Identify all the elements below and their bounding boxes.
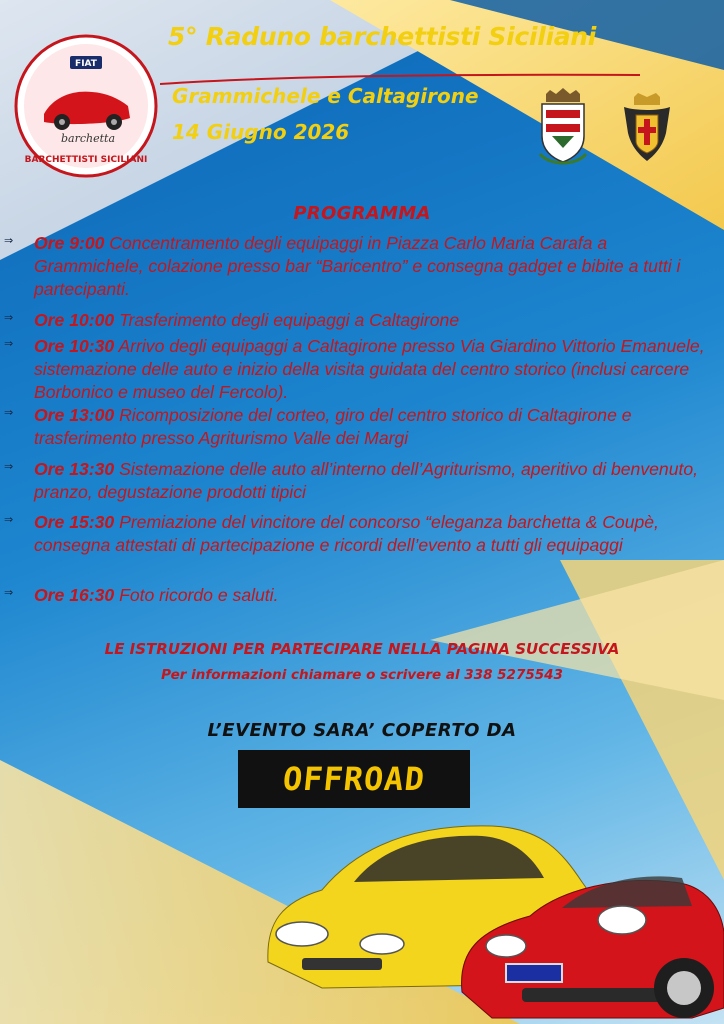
- arrow-bullet-icon: ⇒: [4, 460, 14, 473]
- schedule-time: Ore 13:00: [34, 405, 115, 425]
- schedule-description: Trasferimento degli equipaggi a Caltagirone: [114, 310, 460, 330]
- logo-model-text: barchetta: [60, 132, 116, 145]
- logo-brand-text: FIAT: [75, 59, 97, 69]
- arrow-bullet-icon: ⇒: [4, 586, 14, 599]
- arrow-bullet-icon: ⇒: [4, 234, 14, 247]
- barchettisti-logo: [14, 34, 158, 178]
- arrow-bullet-icon: ⇒: [4, 337, 14, 350]
- arrow-bullet-icon: ⇒: [4, 311, 14, 324]
- schedule-description: Foto ricordo e saluti.: [114, 585, 279, 605]
- schedule-description: Premiazione del vincitore del concorso “eleganza barchetta & Coupè, consegna attestati di partecipazione e ricordi dell’evento a tutti gli equipaggi: [34, 512, 659, 555]
- schedule-time: Ore 10:00: [34, 310, 115, 330]
- program-heading: PROGRAMMA: [293, 203, 431, 224]
- instructions-notice: LE ISTRUZIONI PER PARTECIPARE NELLA PAGINA SUCCESSIVA: [104, 640, 620, 658]
- arrow-bullet-icon: ⇒: [4, 406, 14, 419]
- arrow-bullet-icon: ⇒: [4, 513, 14, 526]
- schedule-description: Concentramento degli equipaggi in Piazza Carlo Maria Carafa a Grammichele, colazione presso bar “Baricentro” e consegna gadget e bibite a tutti i partecipanti.: [34, 233, 681, 299]
- schedule-description: Ricomposizione del corteo, giro del centro storico di Caltagirone e trasferimento presso Agriturismo Valle dei Margi: [34, 405, 632, 448]
- schedule-description: Arrivo degli equipaggi a Caltagirone presso Via Giardino Vittorio Emanuele, sistemazione delle auto e inizio della visita guidata del centro storico (inclusi carcere Borbonico e museo del Fercolo).: [34, 336, 705, 402]
- schedule-time: Ore 15:30: [34, 512, 115, 532]
- schedule-description: Sistemazione delle auto all’interno dell’Agriturismo, aperitivo di benvenuto, pranzo, degustazione prodotti tipici: [34, 459, 699, 502]
- grammichele-crest-icon: [536, 88, 590, 168]
- schedule-time: Ore 9:00: [34, 233, 105, 253]
- event-date: 14 Giugno 2026: [172, 120, 350, 144]
- page-title: 5° Raduno barchettisti Siciliani: [168, 22, 597, 51]
- schedule-time: Ore 10:30: [34, 336, 115, 356]
- contact-info: Per informazioni chiamare o scrivere al 338 5275543: [161, 667, 563, 683]
- car-illustration: [262, 812, 724, 1024]
- logo-club-text: BARCHETTISTI SICILIANI: [24, 155, 148, 165]
- offroad-sponsor-logo: [238, 750, 470, 808]
- event-location: Grammichele e Caltagirone: [172, 84, 479, 108]
- coverage-notice: L’EVENTO SARA’ COPERTO DA: [207, 720, 517, 741]
- caltagirone-crest-icon: [622, 93, 672, 165]
- schedule-time: Ore 13:30: [34, 459, 115, 479]
- schedule-time: Ore 16:30: [34, 585, 115, 605]
- sponsor-name: OFFROAD: [281, 760, 427, 798]
